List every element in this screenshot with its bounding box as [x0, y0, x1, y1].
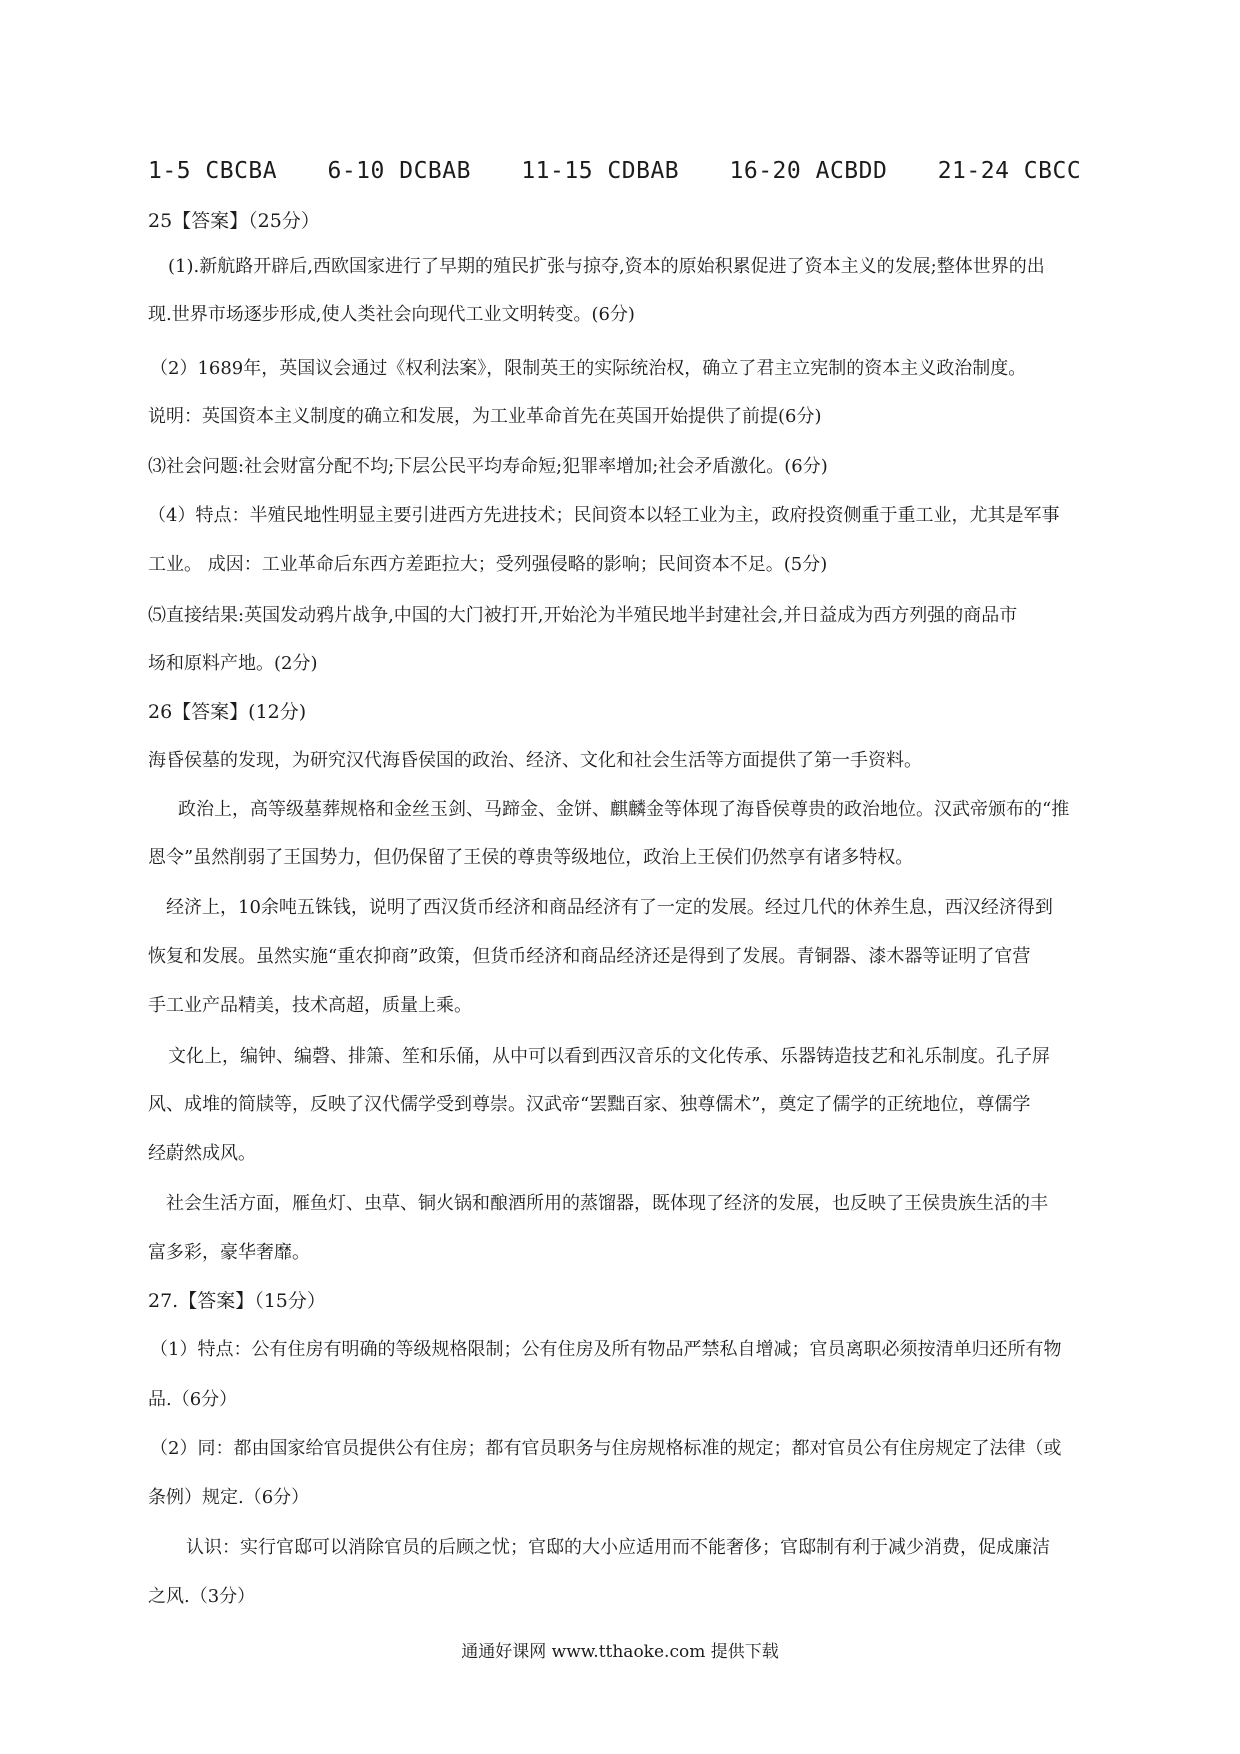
q26-line: 风、成堆的简牍等，反映了汉代儒学受到尊崇。汉武帝“罢黜百家、独尊儒术”，奠定了儒学的正统地位，尊儒学: [148, 1094, 1031, 1115]
q26-line: 经蔚然成风。: [148, 1143, 256, 1164]
mc-answer-group: 6-10 DCBAB: [327, 158, 471, 184]
q26-line: 富多彩，豪华奢靡。: [148, 1242, 310, 1263]
q26-line: 恩令”虽然削弱了王国势力，但仍保留了王侯的尊贵等级地位，政治上王侯们仍然享有诸多特权。: [148, 847, 914, 868]
q25-heading: 25【答案】（25分）: [148, 210, 320, 232]
mc-answer-group: 21-24 CBCC: [937, 158, 1082, 184]
q26-line: 海昏侯墓的发现，为研究汉代海昏侯国的政治、经济、文化和社会生活等方面提供了第一手资料。: [148, 750, 922, 771]
q27-heading: 27.【答案】（15分）: [148, 1290, 326, 1312]
q27-line: （1）特点：公有住房有明确的等级规格限制；公有住房及所有物品严禁私自增减；官员离职必须按清单归还所有物: [150, 1339, 1062, 1360]
q27-line: 条例）规定.（6分）: [148, 1487, 310, 1508]
mc-answer-group: 11-15 CDBAB: [521, 158, 680, 184]
q26-line: 文化上，编钟、编磬、排箫、笙和乐俑，从中可以看到西汉音乐的文化传承、乐器铸造技艺和礼乐制度。孔子屏: [168, 1046, 1050, 1067]
q25-line: （2）1689年，英国议会通过《权利法案》，限制英王的实际统治权，确立了君主立宪制的资本主义政治制度。: [150, 358, 1027, 379]
q27-line: 之风.（3分）: [148, 1586, 256, 1607]
q25-line: 现.世界市场逐步形成,使人类社会向现代工业文明转变。(6分): [148, 304, 635, 325]
q26-line: 恢复和发展。虽然实施“重农抑商”政策，但货币经济和商品经济还是得到了发展。青铜器、漆木器等证明了官营: [148, 946, 1031, 967]
q25-line: (1).新航路开辟后,西欧国家进行了早期的殖民扩张与掠夺,资本的原始积累促进了资本主义的发展;整体世界的出: [168, 256, 1045, 277]
q26-line: 政治上，高等级墓葬规格和金丝玉剑、马蹄金、金饼、麒麟金等体现了海昏侯尊贵的政治地位。汉武帝颁布的“推: [178, 799, 1070, 820]
q25-line: （4）特点：半殖民地性明显主要引进西方先进技术；民间资本以轻工业为主，政府投资侧重于重工业，尤其是军事: [148, 505, 1060, 526]
multiple-choice-answers: [148, 158, 1081, 184]
q26-heading: 26【答案】(12分): [148, 701, 307, 723]
q27-line: 认识：实行官邸可以消除官员的后顾之忧；官邸的大小应适用而不能奢侈；官邸制有利于减少消费，促成廉洁: [186, 1537, 1050, 1558]
q27-line: 品.（6分）: [148, 1389, 238, 1410]
q26-line: 社会生活方面，雁鱼灯、虫草、铜火锅和酿酒所用的蒸馏器，既体现了经济的发展，也反映了王侯贵族生活的丰: [166, 1193, 1048, 1214]
q25-line: ⑶社会问题:社会财富分配不均;下层公民平均寿命短;犯罪率增加;社会矛盾激化。(6分): [148, 456, 828, 477]
q26-line: 手工业产品精美，技术高超，质量上乘。: [148, 995, 472, 1016]
q25-line: ⑸直接结果:英国发动鸦片战争,中国的大门被打开,开始沦为半殖民地半封建社会,并日益成为西方列强的商品市: [148, 605, 1018, 626]
q27-line: （2）同：都由国家给官员提供公有住房；都有官员职务与住房规格标准的规定；都对官员公有住房规定了法律（或: [150, 1438, 1062, 1459]
q25-line: 工业。 成因：工业革命后东西方差距拉大；受列强侵略的影响；民间资本不足。(5分): [148, 554, 828, 575]
q26-line: 经济上，10余吨五铢钱，说明了西汉货币经济和商品经济有了一定的发展。经过几代的休养生息，西汉经济得到: [166, 897, 1053, 918]
q25-line: 场和原料产地。(2分): [148, 653, 318, 674]
page-footer: 通通好课网 www.tthaoke.com 提供下载: [461, 1642, 779, 1662]
q25-line: 说明：英国资本主义制度的确立和发展，为工业革命首先在英国开始提供了前提(6分): [148, 406, 822, 427]
mc-answer-group: 1-5 CBCBA: [148, 158, 278, 184]
mc-answer-group: 16-20 ACBDD: [729, 158, 888, 184]
